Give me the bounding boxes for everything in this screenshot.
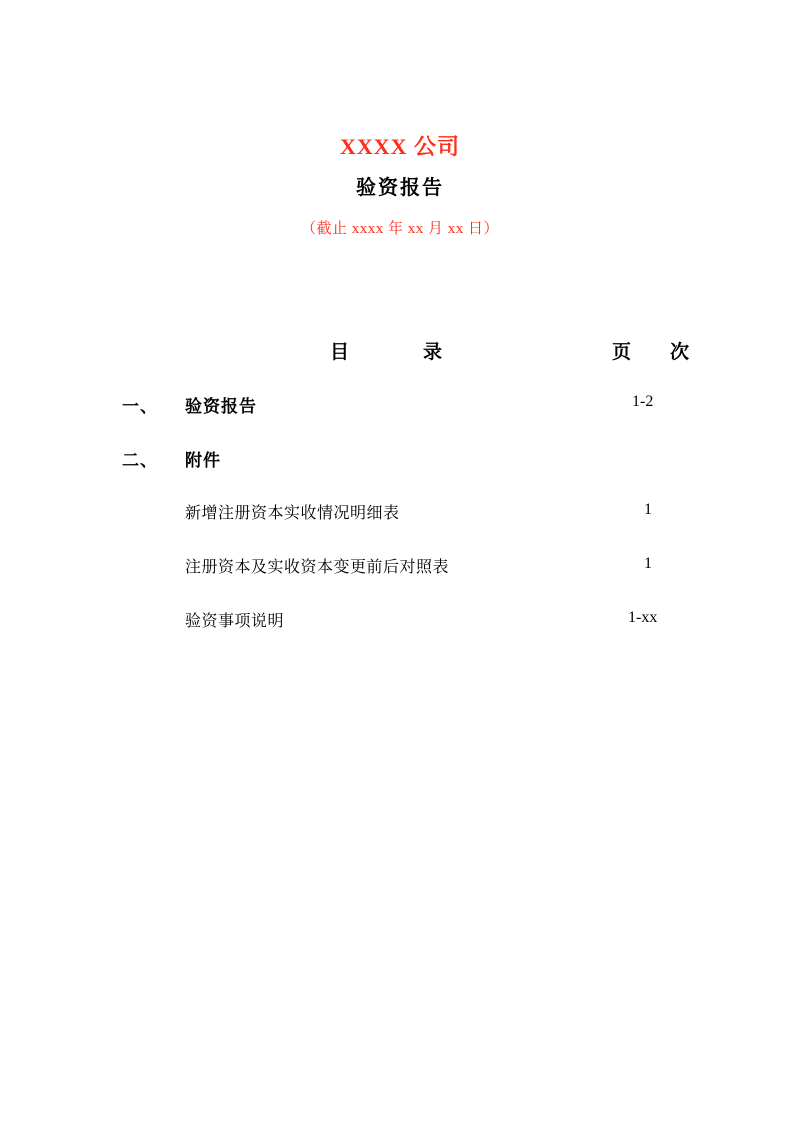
- report-title: 验资报告: [356, 177, 444, 199]
- page-number-column-label: 页 次: [612, 342, 700, 363]
- contents-header: [0, 337, 800, 367]
- toc-entry-pages: 1-xx: [628, 609, 658, 626]
- toc-entry-number: 一、: [122, 397, 158, 416]
- toc-entry-number: 二、: [122, 451, 158, 470]
- title-block: [0, 132, 800, 240]
- toc-entry-pages: 1: [644, 501, 652, 518]
- toc-entry[interactable]: [0, 500, 800, 554]
- toc-entry[interactable]: [0, 392, 800, 446]
- toc-entry-title: 验资报告: [185, 397, 257, 416]
- toc-entry-pages: 1: [644, 555, 652, 572]
- report-period: （截止 xxxx 年 xx 月 xx 日）: [300, 221, 499, 237]
- contents-label: 目 录: [330, 342, 455, 363]
- toc-entry[interactable]: [0, 554, 800, 608]
- toc-entry-title: 附件: [185, 451, 221, 470]
- company-name: XXXX 公司: [339, 134, 461, 159]
- toc-entry-title: 验资事项说明: [185, 613, 285, 630]
- toc-entry-title: 注册资本及实收资本变更前后对照表: [185, 559, 450, 576]
- toc-entry-title: 新增注册资本实收情况明细表: [185, 505, 400, 522]
- toc-entry-pages: 1-2: [632, 393, 654, 410]
- toc-entry[interactable]: [0, 608, 800, 662]
- table-of-contents: [0, 392, 800, 662]
- toc-entry[interactable]: [0, 446, 800, 500]
